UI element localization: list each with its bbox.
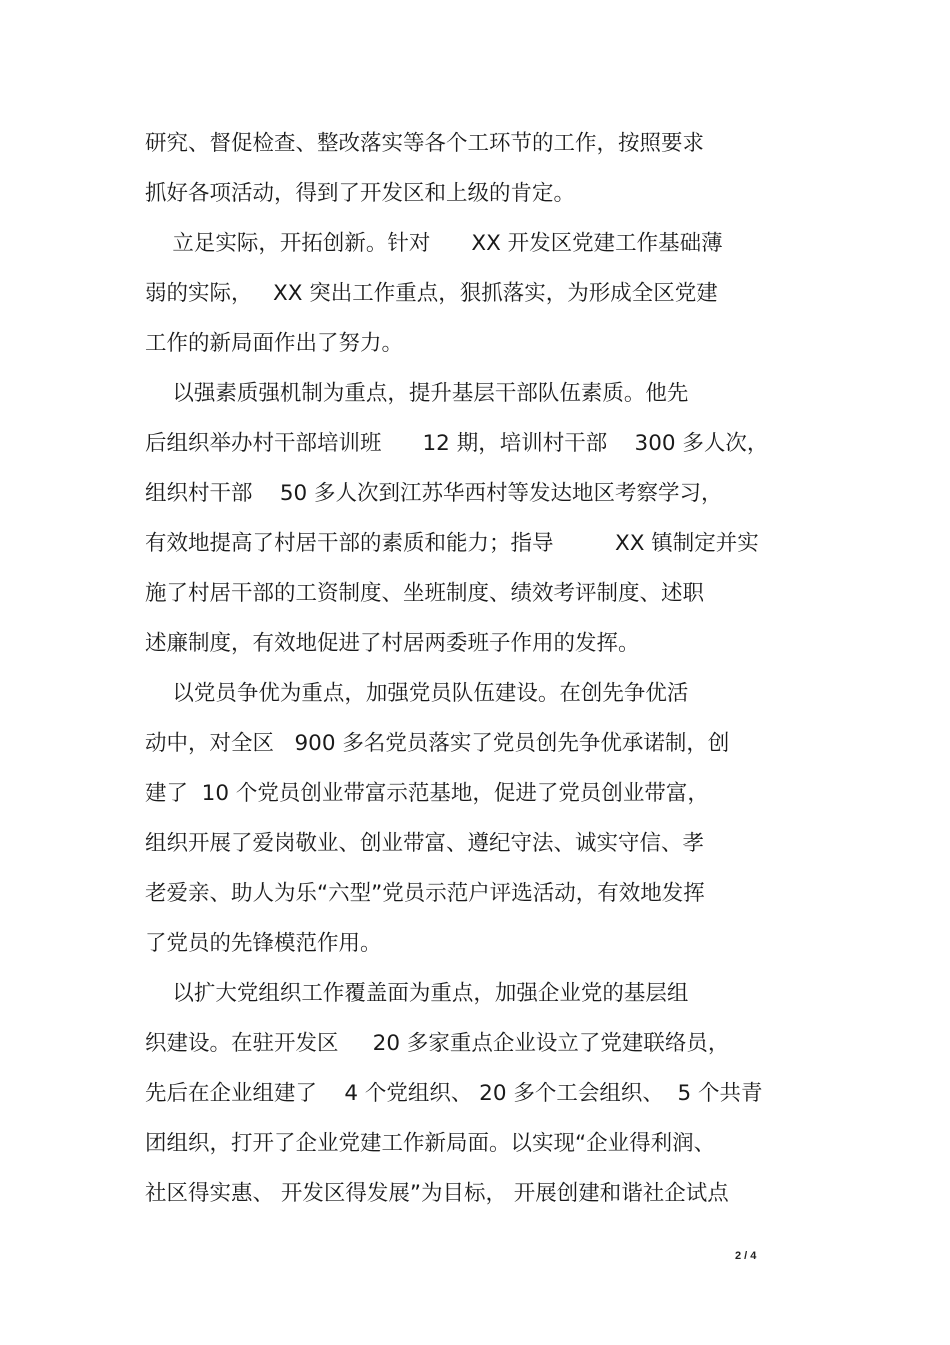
- text-line: 施了村居干部的工资制度、坐班制度、绩效考评制度、述职: [145, 581, 705, 606]
- text-line: 后组织举办村干部培训班 12 期，培训村干部 300 多人次，: [145, 431, 769, 456]
- text-line: 建了 10 个党员创业带富示范基地，促进了党员创业带富，: [145, 781, 709, 806]
- text-line: 以党员争优为重点，加强党员队伍建设。在创先争优活: [145, 681, 689, 706]
- text-line: 有效地提高了村居干部的素质和能力；指导 XX 镇制定并实: [145, 531, 759, 556]
- text-line: 动中，对全区 900 多名党员落实了党员创先争优承诺制，创: [145, 731, 730, 756]
- text-line: 织建设。在驻开发区 20 多家重点企业设立了党建联络员，: [145, 1031, 730, 1056]
- text-line: 弱的实际， XX 突出工作重点，狠抓落实，为形成全区党建: [145, 281, 718, 306]
- text-line: 组织村干部 50 多人次到江苏华西村等发达地区考察学习，: [145, 481, 723, 506]
- text-line: 抓好各项活动，得到了开发区和上级的肯定。: [145, 181, 576, 206]
- text-line: 了党员的先锋模范作用。: [145, 931, 382, 956]
- text-line: 以扩大党组织工作覆盖面为重点，加强企业党的基层组: [145, 981, 689, 1006]
- page-number: 2 / 4: [735, 1250, 757, 1262]
- text-line: 立足实际，开拓创新。针对 XX 开发区党建工作基础薄: [145, 231, 723, 256]
- text-line: 以强素质强机制为重点，提升基层干部队伍素质。他先: [145, 381, 689, 406]
- text-line: 团组织，打开了企业党建工作新局面。以实现“企业得利润、: [145, 1131, 716, 1156]
- text-line: 社区得实惠、 开发区得发展”为目标， 开展创建和谐社企试点: [145, 1181, 729, 1206]
- text-line: 老爱亲、助人为乐“六型”党员示范户评选活动，有效地发挥: [145, 881, 705, 906]
- text-line: 先后在企业组建了 4 个党组织、 20 多个工会组织、 5 个共青: [145, 1081, 763, 1106]
- text-line: 述廉制度，有效地促进了村居两委班子作用的发挥。: [145, 631, 640, 656]
- text-line: 研究、督促检查、整改落实等各个工环节的工作，按照要求: [145, 131, 705, 156]
- text-line: 组织开展了爱岗敬业、创业带富、遵纪守法、诚实守信、孝: [145, 831, 705, 856]
- text-line: 工作的新局面作出了努力。: [145, 331, 404, 356]
